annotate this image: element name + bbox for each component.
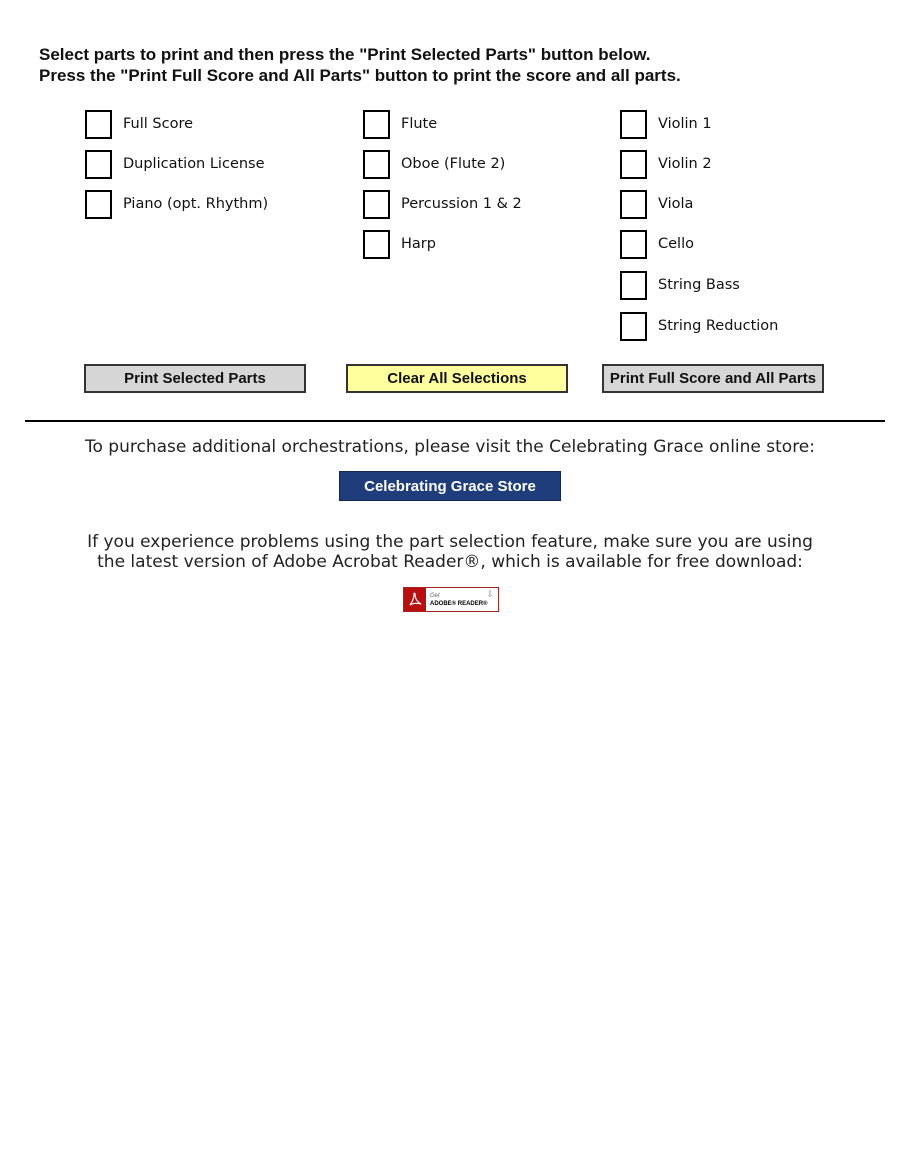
- download-arrow-icon: ⇩: [486, 590, 494, 600]
- adobe-get-text: Get: [430, 592, 440, 599]
- checkbox[interactable]: [620, 271, 647, 300]
- part-option-harp[interactable]: [363, 229, 436, 259]
- part-label: Cello: [658, 236, 694, 252]
- adobe-reader-icon: [404, 588, 426, 611]
- part-label: String Reduction: [658, 318, 779, 334]
- checkbox[interactable]: [363, 150, 390, 179]
- checkbox[interactable]: [363, 190, 390, 219]
- part-label: Oboe (Flute 2): [401, 156, 506, 172]
- part-label: Violin 2: [658, 156, 712, 172]
- checkbox[interactable]: [620, 110, 647, 139]
- checkbox[interactable]: [620, 150, 647, 179]
- print-selected-parts-button[interactable]: Print Selected Parts: [84, 364, 306, 393]
- part-option-flute[interactable]: [363, 109, 437, 139]
- part-option-string-reduction[interactable]: [620, 311, 778, 341]
- part-option-oboe[interactable]: [363, 149, 505, 179]
- divider: [25, 420, 885, 422]
- part-label: Viola: [658, 196, 694, 212]
- part-label: Violin 1: [658, 116, 712, 132]
- part-label: Harp: [401, 236, 436, 252]
- checkbox[interactable]: [363, 230, 390, 259]
- part-option-piano[interactable]: [85, 189, 268, 219]
- part-option-full-score[interactable]: [85, 109, 193, 139]
- print-full-score-button[interactable]: Print Full Score and All Parts: [602, 364, 824, 393]
- checkbox[interactable]: [620, 312, 647, 341]
- checkbox[interactable]: [85, 110, 112, 139]
- part-option-cello[interactable]: [620, 229, 694, 259]
- celebrating-grace-store-button[interactable]: Celebrating Grace Store: [339, 471, 561, 501]
- part-label: String Bass: [658, 277, 740, 293]
- adobe-reader-text: ADOBE® READER®: [430, 600, 488, 607]
- part-label: Duplication License: [123, 156, 265, 172]
- instructions: [39, 44, 879, 86]
- checkbox[interactable]: [85, 150, 112, 179]
- instructions-line-1: Select parts to print and then press the "Print Selected Parts" button below.: [39, 45, 651, 64]
- part-option-percussion[interactable]: [363, 189, 522, 219]
- checkbox[interactable]: [363, 110, 390, 139]
- part-label: Full Score: [123, 116, 194, 132]
- part-label: Piano (opt. Rhythm): [123, 196, 269, 212]
- problems-text: [0, 532, 900, 572]
- part-option-violin-1[interactable]: [620, 109, 712, 139]
- part-option-violin-2[interactable]: [620, 149, 712, 179]
- clear-all-selections-button[interactable]: Clear All Selections: [346, 364, 568, 393]
- checkbox[interactable]: [620, 190, 647, 219]
- part-option-viola[interactable]: [620, 189, 693, 219]
- part-label: Flute: [401, 116, 438, 132]
- checkbox[interactable]: [620, 230, 647, 259]
- part-label: Percussion 1 & 2: [401, 196, 522, 212]
- get-adobe-reader-badge[interactable]: [403, 587, 499, 612]
- instructions-line-2: Press the "Print Full Score and All Parts" button to print the score and all parts.: [39, 66, 681, 85]
- purchase-text: To purchase additional orchestrations, please visit the Celebrating Grace online store:: [84, 437, 815, 457]
- part-option-string-bass[interactable]: [620, 270, 740, 300]
- problems-line-2: the latest version of Adobe Acrobat Reader®, which is available for free download:: [97, 552, 803, 572]
- problems-line-1: If you experience problems using the part selection feature, make sure you are using: [87, 532, 813, 552]
- checkbox[interactable]: [85, 190, 112, 219]
- part-option-duplication-license[interactable]: [85, 149, 265, 179]
